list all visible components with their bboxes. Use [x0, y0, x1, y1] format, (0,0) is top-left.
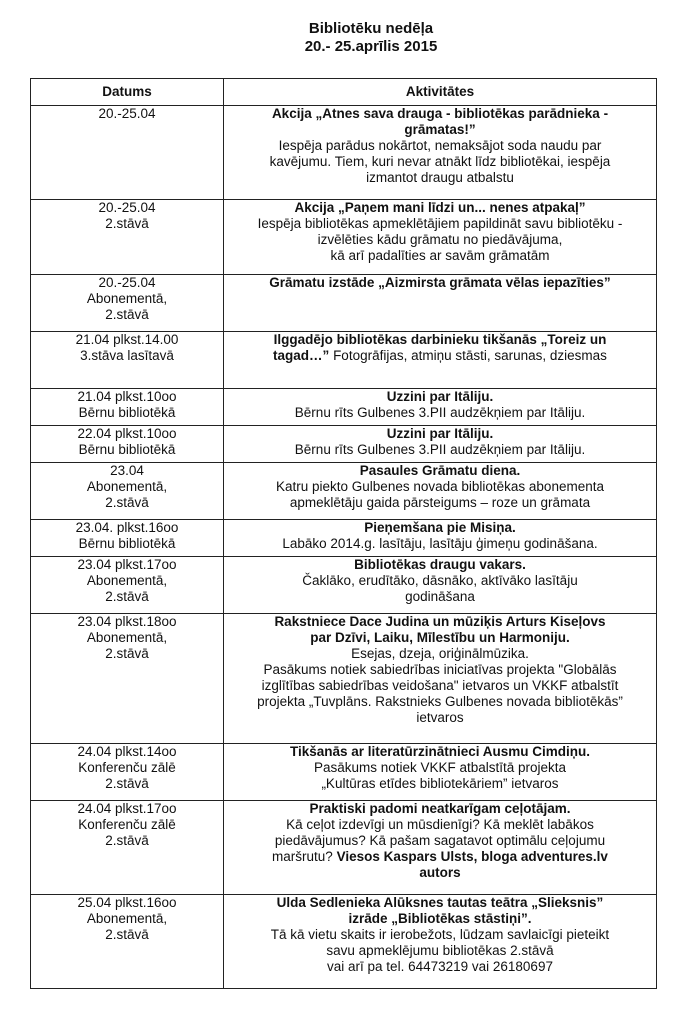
- date-cell: [31, 895, 224, 989]
- activity-description-line: Pasākums notiek sabiedrības iniciatīvas projekta "Globālās: [263, 662, 617, 677]
- activity-title-line: Rakstniece Dace Judina un mūziķis Arturs Kiseļovs: [274, 614, 606, 629]
- activity-description-line: piedāvājumus? Kā pašam sagatavot optimālu ceļojumu: [274, 833, 606, 848]
- page-subtitle-dates: 20.- 25.aprīlis 2015: [304, 38, 438, 55]
- activity-title-line: izrāde „Bibliotēkas stāstiņi”.: [348, 911, 532, 926]
- activity-title-line: autors: [419, 865, 461, 880]
- activity-description-line: izglītības sabiedrības veidošana" ietvaros un VKKF atbalstīt: [261, 678, 619, 693]
- activity-title-line: Praktiski padomi neatkarīgam ceļotājam.: [309, 801, 571, 816]
- activity-cell: [224, 275, 657, 332]
- table-row: [31, 557, 657, 614]
- date-line: 20.-25.04: [98, 275, 156, 290]
- date-line: 23.04: [110, 463, 144, 478]
- activity-description-line: Iespēja parādus nokārtot, nemaksājot soda naudu par: [278, 138, 602, 153]
- date-line: Abonementā,: [86, 479, 168, 494]
- date-line: Bērnu bibliotēkā: [78, 536, 176, 551]
- activity-title-line: Ilggadējo bibliotēkas darbinieku tikšanās „Toreiz un: [273, 332, 607, 347]
- date-line: Konferenču zālē: [78, 760, 176, 775]
- activity-mixed-line: [228, 348, 652, 364]
- activity-cell: [224, 520, 657, 557]
- activity-description-line: Kā ceļot izdevīgi un mūsdienīgi? Kā meklēt labākos: [286, 817, 594, 832]
- date-line: 2.stāvā: [105, 495, 149, 510]
- date-line: 3.stāva lasītavā: [80, 348, 174, 363]
- activity-title-line: Pieņemšana pie Misiņa.: [364, 520, 516, 535]
- activity-cell: [224, 744, 657, 801]
- table-row: [31, 332, 657, 389]
- activity-description-line: kavējumu. Tiem, kuri nevar atnākt līdz bibliotēkai, iespēja: [269, 154, 611, 169]
- table-row: [31, 106, 657, 200]
- date-line: Abonementā,: [86, 573, 168, 588]
- activity-description-line: izmantot draugu atbalstu: [366, 170, 514, 185]
- date-cell: [31, 744, 224, 801]
- table-row: [31, 614, 657, 744]
- date-line: 20.-25.04: [98, 200, 156, 215]
- activity-description-line: Esejas, dzeja, oriģinālmūzika.: [351, 646, 529, 661]
- activity-title-line: Pasaules Grāmatu diena.: [359, 463, 521, 478]
- activity-cell: [224, 557, 657, 614]
- activity-title-line: Uzzini par Itāliju.: [386, 426, 494, 441]
- activity-description-line: Tā kā vietu skaits ir ierobežots, lūdzam savlaicīgi pieteikt: [270, 927, 610, 942]
- date-cell: [31, 200, 224, 275]
- date-line: Bērnu bibliotēkā: [78, 442, 176, 457]
- date-line: 23.04. plkst.16oo: [75, 520, 179, 535]
- activity-title-line: Uzzini par Itāliju.: [386, 389, 494, 404]
- activity-cell: [224, 200, 657, 275]
- activity-description-line: apmeklētāju gaida pārsteigums – roze un grāmata: [289, 495, 591, 510]
- date-line: 2.stāvā: [105, 216, 149, 231]
- activity-description-line: Čaklāko, erudītāko, dāsnāko, aktīvāko lasītāju: [302, 573, 578, 588]
- date-line: 20.-25.04: [98, 106, 156, 121]
- activity-description-part: maršrutu?: [272, 849, 337, 864]
- activity-title-line: Ulda Sedlenieka Alūksnes tautas teātra „Slieksnis”: [276, 895, 604, 910]
- activity-description-line: projekta „Tuvplāns. Rakstnieks Gulbenes novada bibliotēkās”: [257, 694, 623, 709]
- column-header-activity: Aktivitātes: [224, 79, 657, 106]
- date-line: 2.stāvā: [105, 776, 149, 791]
- activity-title-part: tagad…”: [273, 348, 330, 363]
- date-line: 2.stāvā: [105, 833, 149, 848]
- date-line: 2.stāvā: [105, 646, 149, 661]
- activity-description-line: Pasākums notiek VKKF atbalstītā projekta: [313, 760, 567, 775]
- activity-title-line: grāmatas!”: [404, 122, 476, 137]
- activity-description-line: Katru piekto Gulbenes novada bibliotēkas abonementa: [276, 479, 604, 494]
- activity-description-line: savu apmeklējumu bibliotēkas 2.stāvā: [326, 943, 554, 958]
- date-line: 2.stāvā: [105, 307, 149, 322]
- date-line: 2.stāvā: [105, 589, 149, 604]
- date-cell: [31, 332, 224, 389]
- activity-guest-part: Viesos Kaspars Ulsts, bloga adventures.lv: [336, 849, 608, 864]
- activity-description-line: Bērnu rīts Gulbenes 3.PII audzēkņiem par Itāliju.: [294, 405, 586, 420]
- date-cell: [31, 275, 224, 332]
- activity-description-line: vai arī pa tel. 64473219 vai 26180697: [327, 959, 553, 974]
- date-line: 25.04 plkst.16oo: [77, 895, 177, 910]
- date-cell: [31, 614, 224, 744]
- date-cell: [31, 557, 224, 614]
- activity-description-line: Bērnu rīts Gulbenes 3.PII audzēkņiem par Itāliju.: [294, 442, 586, 457]
- table-header-row: [31, 79, 657, 106]
- activity-mixed-line: [228, 849, 652, 865]
- activity-description-line: Iespēja bibliotēkas apmeklētājiem papildināt savu bibliotēku -: [257, 216, 623, 231]
- activity-cell: [224, 895, 657, 989]
- activity-title-line: Tikšanās ar literatūrzinātnieci Ausmu Cimdiņu.: [289, 744, 591, 759]
- date-line: 2.stāvā: [105, 927, 149, 942]
- date-line: Konferenču zālē: [78, 817, 176, 832]
- date-line: Bērnu bibliotēkā: [78, 405, 176, 420]
- date-cell: [31, 426, 224, 463]
- date-line: 24.04 plkst.17oo: [77, 801, 177, 816]
- date-line: Abonementā,: [86, 291, 168, 306]
- activity-cell: [224, 801, 657, 895]
- activity-cell: [224, 332, 657, 389]
- page-title: Bibliotēku nedēļa: [308, 20, 434, 37]
- activity-description-line: Labāko 2014.g. lasītāju, lasītāju ģimeņu godināšana.: [282, 536, 598, 551]
- activity-description-line: ietvaros: [416, 710, 464, 725]
- date-line: 23.04 plkst.17oo: [77, 557, 177, 572]
- activity-cell: [224, 463, 657, 520]
- table-row: [31, 463, 657, 520]
- date-line: 23.04 plkst.18oo: [77, 614, 177, 629]
- activity-cell: [224, 389, 657, 426]
- date-cell: [31, 389, 224, 426]
- date-line: 22.04 plkst.10oo: [77, 426, 177, 441]
- date-line: 24.04 plkst.14oo: [77, 744, 177, 759]
- activity-title-line: par Dzīvi, Laiku, Mīlestību un Harmoniju.: [310, 630, 570, 645]
- date-cell: [31, 463, 224, 520]
- table-row: [31, 520, 657, 557]
- schedule-table: [30, 78, 657, 989]
- column-header-date: Datums: [31, 79, 224, 106]
- activity-cell: [224, 106, 657, 200]
- table-row: [31, 389, 657, 426]
- table-row: [31, 744, 657, 801]
- table-row: [31, 426, 657, 463]
- activity-description-line: „Kultūras etīdes bibliotekāriem” ietvaros: [321, 776, 559, 791]
- date-line: Abonementā,: [86, 911, 168, 926]
- date-line: 21.04 plkst.14.00: [75, 332, 179, 347]
- activity-title-line: Akcija „Atnes sava drauga - bibliotēkas parādnieka -: [271, 106, 609, 121]
- activity-description-line: kā arī padalīties ar savām grāmatām: [330, 248, 550, 263]
- activity-title-line: Bibliotēkas draugu vakars.: [354, 557, 526, 572]
- date-line: 21.04 plkst.10oo: [77, 389, 177, 404]
- date-cell: [31, 106, 224, 200]
- activity-title-line: Grāmatu izstāde „Aizmirsta grāmata vēlas iepazīties”: [269, 275, 611, 290]
- activity-description-line: izvēlēties kādu grāmatu no piedāvājuma,: [317, 232, 563, 247]
- activity-description-line: godināšana: [405, 589, 475, 604]
- activity-cell: [224, 614, 657, 744]
- activity-cell: [224, 426, 657, 463]
- date-cell: [31, 801, 224, 895]
- table-row: [31, 200, 657, 275]
- date-line: Abonementā,: [86, 630, 168, 645]
- date-cell: [31, 520, 224, 557]
- table-row: [31, 801, 657, 895]
- activity-description-part: Fotogrāfijas, atmiņu stāsti, sarunas, dziesmas: [329, 348, 607, 363]
- table-row: [31, 275, 657, 332]
- table-row: [31, 895, 657, 989]
- activity-title-line: Akcija „Paņem mani līdzi un... nenes atpakaļ”: [294, 200, 586, 215]
